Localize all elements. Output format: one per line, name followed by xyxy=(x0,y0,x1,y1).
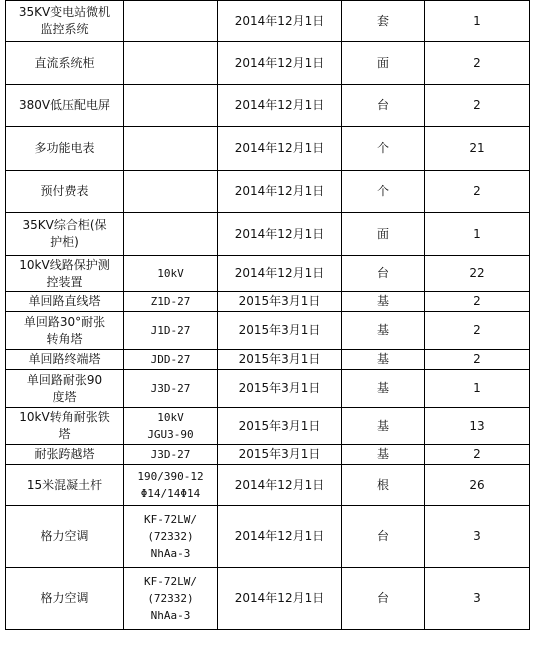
cell-date: 2014年12月1日 xyxy=(218,506,342,568)
cell-name xyxy=(6,85,124,127)
cell-unit: 面 xyxy=(342,213,425,256)
cell-date: 2014年12月1日 xyxy=(218,465,342,506)
table-row xyxy=(6,350,530,370)
cell-name-line: 多功能电表 xyxy=(34,141,95,155)
cell-name xyxy=(6,171,124,213)
table-row xyxy=(6,465,530,506)
cell-unit: 基 xyxy=(342,350,425,370)
cell-name-line: 转角塔 xyxy=(46,331,83,346)
cell-model xyxy=(124,1,218,42)
cell-name-line: 监控系统 xyxy=(40,22,89,36)
cell-model xyxy=(124,85,218,127)
cell-model-line: J3D-27 xyxy=(150,448,191,461)
cell-model-line: J3D-27 xyxy=(150,382,191,395)
cell-qty: 2 xyxy=(425,171,530,213)
cell-name xyxy=(6,465,124,506)
cell-qty: 1 xyxy=(425,370,530,408)
cell-model-line: NhAa-3 xyxy=(150,609,191,622)
cell-name-line: 35KV变电站微机 xyxy=(18,5,111,19)
equipment-table-body xyxy=(6,1,530,630)
cell-model xyxy=(124,568,218,630)
cell-date: 2015年3月1日 xyxy=(218,408,342,445)
cell-model-line: KF-72LW/ xyxy=(144,575,197,588)
equipment-table xyxy=(5,0,530,630)
cell-qty: 22 xyxy=(425,256,530,292)
cell-name xyxy=(6,127,124,171)
cell-unit: 根 xyxy=(342,465,425,506)
cell-model xyxy=(124,445,218,465)
cell-unit: 基 xyxy=(342,408,425,445)
cell-model-line: (72332) xyxy=(147,530,194,543)
cell-date: 2014年12月1日 xyxy=(218,256,342,292)
cell-model-line: 10kV xyxy=(157,267,184,280)
table-row xyxy=(6,1,530,42)
cell-model-line: NhAa-3 xyxy=(150,547,191,560)
cell-date: 2015年3月1日 xyxy=(218,312,342,350)
cell-unit: 台 xyxy=(342,256,425,292)
table-row xyxy=(6,127,530,171)
cell-date: 2014年12月1日 xyxy=(218,85,342,127)
table-row xyxy=(6,370,530,408)
cell-unit: 个 xyxy=(342,171,425,213)
table-row xyxy=(6,292,530,312)
cell-model-line: JDD-27 xyxy=(150,353,191,366)
cell-model-line: Φ14/14Φ14 xyxy=(140,487,201,500)
cell-name-line: 15米混凝土杆 xyxy=(26,477,103,492)
cell-date: 2014年12月1日 xyxy=(218,127,342,171)
cell-qty: 3 xyxy=(425,568,530,630)
cell-name xyxy=(6,445,124,465)
cell-name-line: 直流系统柜 xyxy=(34,55,95,70)
cell-model xyxy=(124,171,218,213)
cell-name xyxy=(6,350,124,370)
cell-name-line: 格力空调 xyxy=(40,591,89,605)
cell-qty: 2 xyxy=(425,350,530,370)
table-row xyxy=(6,256,530,292)
cell-name-line: 单回路耐张90 xyxy=(26,372,103,387)
cell-qty: 26 xyxy=(425,465,530,506)
cell-name xyxy=(6,568,124,630)
cell-name-line: 10kV线路保护测 xyxy=(19,257,110,272)
cell-unit: 基 xyxy=(342,312,425,350)
table-row xyxy=(6,445,530,465)
cell-qty: 13 xyxy=(425,408,530,445)
cell-name xyxy=(6,312,124,350)
table-row xyxy=(6,171,530,213)
cell-unit: 套 xyxy=(342,1,425,42)
cell-name-line: 塔 xyxy=(58,427,71,441)
cell-name xyxy=(6,506,124,568)
cell-name xyxy=(6,370,124,408)
cell-name-line: 预付费表 xyxy=(40,184,89,198)
cell-model xyxy=(124,312,218,350)
cell-model xyxy=(124,127,218,171)
cell-qty: 2 xyxy=(425,292,530,312)
table-row xyxy=(6,213,530,256)
cell-qty: 1 xyxy=(425,213,530,256)
cell-unit: 个 xyxy=(342,127,425,171)
cell-unit: 基 xyxy=(342,370,425,408)
cell-name-line: 10kV转角耐张铁 xyxy=(19,410,110,424)
cell-model xyxy=(124,42,218,85)
cell-date: 2015年3月1日 xyxy=(218,370,342,408)
cell-date: 2014年12月1日 xyxy=(218,42,342,85)
cell-model xyxy=(124,370,218,408)
cell-name-line: 度塔 xyxy=(52,389,77,404)
cell-model-line: 190/390-12 xyxy=(137,470,204,483)
cell-unit: 基 xyxy=(342,292,425,312)
cell-model xyxy=(124,292,218,312)
cell-model xyxy=(124,350,218,370)
cell-name-line: 耐张跨越塔 xyxy=(34,447,95,461)
cell-name-line: 护柜) xyxy=(50,235,79,249)
cell-qty: 1 xyxy=(425,1,530,42)
cell-name-line: 单回路直线塔 xyxy=(28,294,101,308)
cell-date: 2014年12月1日 xyxy=(218,213,342,256)
cell-date: 2014年12月1日 xyxy=(218,568,342,630)
cell-model xyxy=(124,408,218,445)
cell-qty: 2 xyxy=(425,42,530,85)
table-row xyxy=(6,85,530,127)
table-row xyxy=(6,42,530,85)
cell-unit: 台 xyxy=(342,568,425,630)
cell-date: 2015年3月1日 xyxy=(218,350,342,370)
cell-model-line: Z1D-27 xyxy=(150,295,191,308)
cell-qty: 2 xyxy=(425,85,530,127)
cell-date: 2015年3月1日 xyxy=(218,445,342,465)
cell-model xyxy=(124,465,218,506)
cell-model-line: (72332) xyxy=(147,592,194,605)
cell-name-line: 格力空调 xyxy=(40,529,89,543)
cell-name-line: 单回路终端塔 xyxy=(28,352,101,366)
cell-unit: 面 xyxy=(342,42,425,85)
cell-model-line: 10kV xyxy=(157,411,184,424)
cell-name xyxy=(6,256,124,292)
cell-name-line: 单回路30°耐张 xyxy=(23,314,106,329)
cell-name-line: 380V低压配电屏 xyxy=(18,98,111,112)
cell-name xyxy=(6,1,124,42)
cell-qty: 3 xyxy=(425,506,530,568)
cell-qty: 2 xyxy=(425,445,530,465)
cell-unit: 台 xyxy=(342,85,425,127)
cell-date: 2014年12月1日 xyxy=(218,1,342,42)
cell-model xyxy=(124,256,218,292)
cell-qty: 2 xyxy=(425,312,530,350)
table-row xyxy=(6,506,530,568)
cell-model-line: J1D-27 xyxy=(150,324,191,337)
cell-unit: 台 xyxy=(342,506,425,568)
table-row xyxy=(6,312,530,350)
cell-model-line: JGU3-90 xyxy=(147,428,194,441)
cell-model xyxy=(124,213,218,256)
cell-model xyxy=(124,506,218,568)
cell-qty: 21 xyxy=(425,127,530,171)
cell-name-line: 35KV综合柜(保 xyxy=(22,218,107,232)
cell-name xyxy=(6,292,124,312)
table-row xyxy=(6,408,530,445)
cell-model-line: KF-72LW/ xyxy=(144,513,197,526)
cell-name xyxy=(6,213,124,256)
cell-date: 2014年12月1日 xyxy=(218,171,342,213)
cell-unit: 基 xyxy=(342,445,425,465)
table-row xyxy=(6,568,530,630)
cell-date: 2015年3月1日 xyxy=(218,292,342,312)
cell-name xyxy=(6,42,124,85)
cell-name xyxy=(6,408,124,445)
cell-name-line: 控装置 xyxy=(46,274,83,289)
